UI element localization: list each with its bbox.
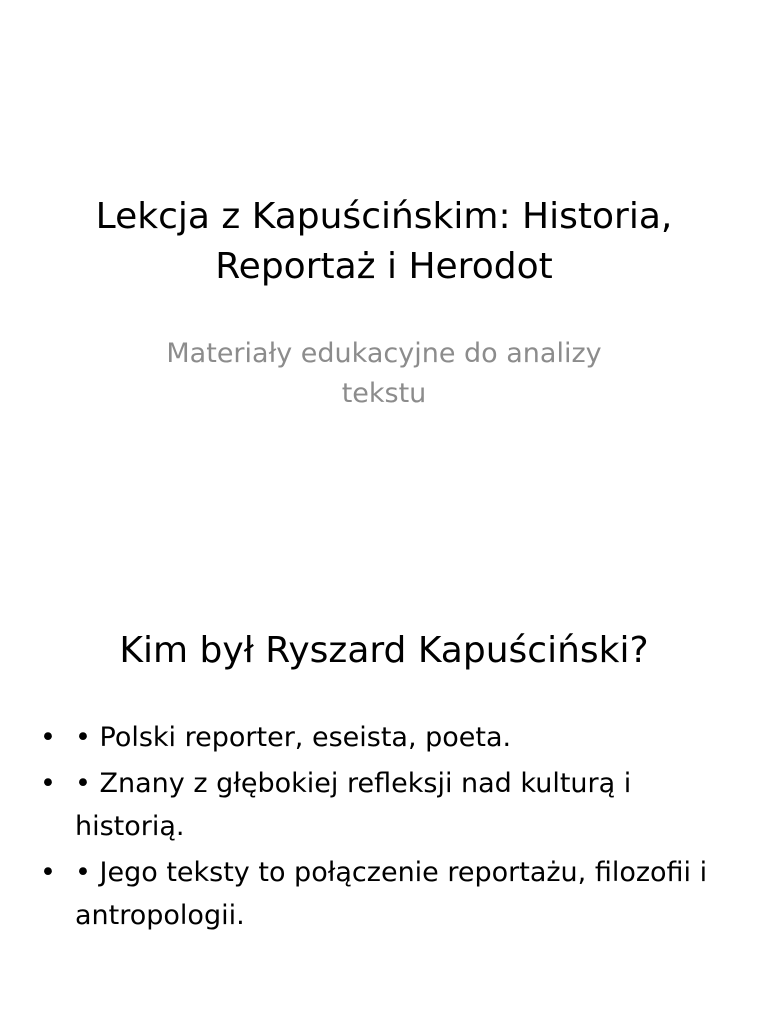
content-slide: [0, 512, 768, 1024]
bullet-marker-icon: •: [40, 722, 56, 753]
slide-subtitle: Materiały edukacyjne do analizy tekstu: [166, 338, 602, 409]
bullet-marker-icon: •: [40, 768, 56, 799]
bullet-text: • Znany z głębokiej refleksji nad kulturą i historią.: [75, 768, 632, 842]
bullet-item: [40, 851, 730, 937]
bullet-text: • Jego teksty to połączenie reportażu, filozofii i antropologii.: [75, 857, 708, 931]
bullet-marker-icon: •: [40, 857, 56, 888]
bullet-item: [40, 716, 730, 759]
bullet-text: • Polski reporter, eseista, poeta.: [75, 722, 512, 753]
slide-heading: Kim był Ryszard Kapuściński?: [119, 630, 649, 671]
bullet-item: [40, 762, 730, 848]
bullet-list: [40, 716, 730, 940]
slide-title: Lekcja z Kapuścińskim: Historia, Reportaż i Herodot: [95, 196, 673, 287]
